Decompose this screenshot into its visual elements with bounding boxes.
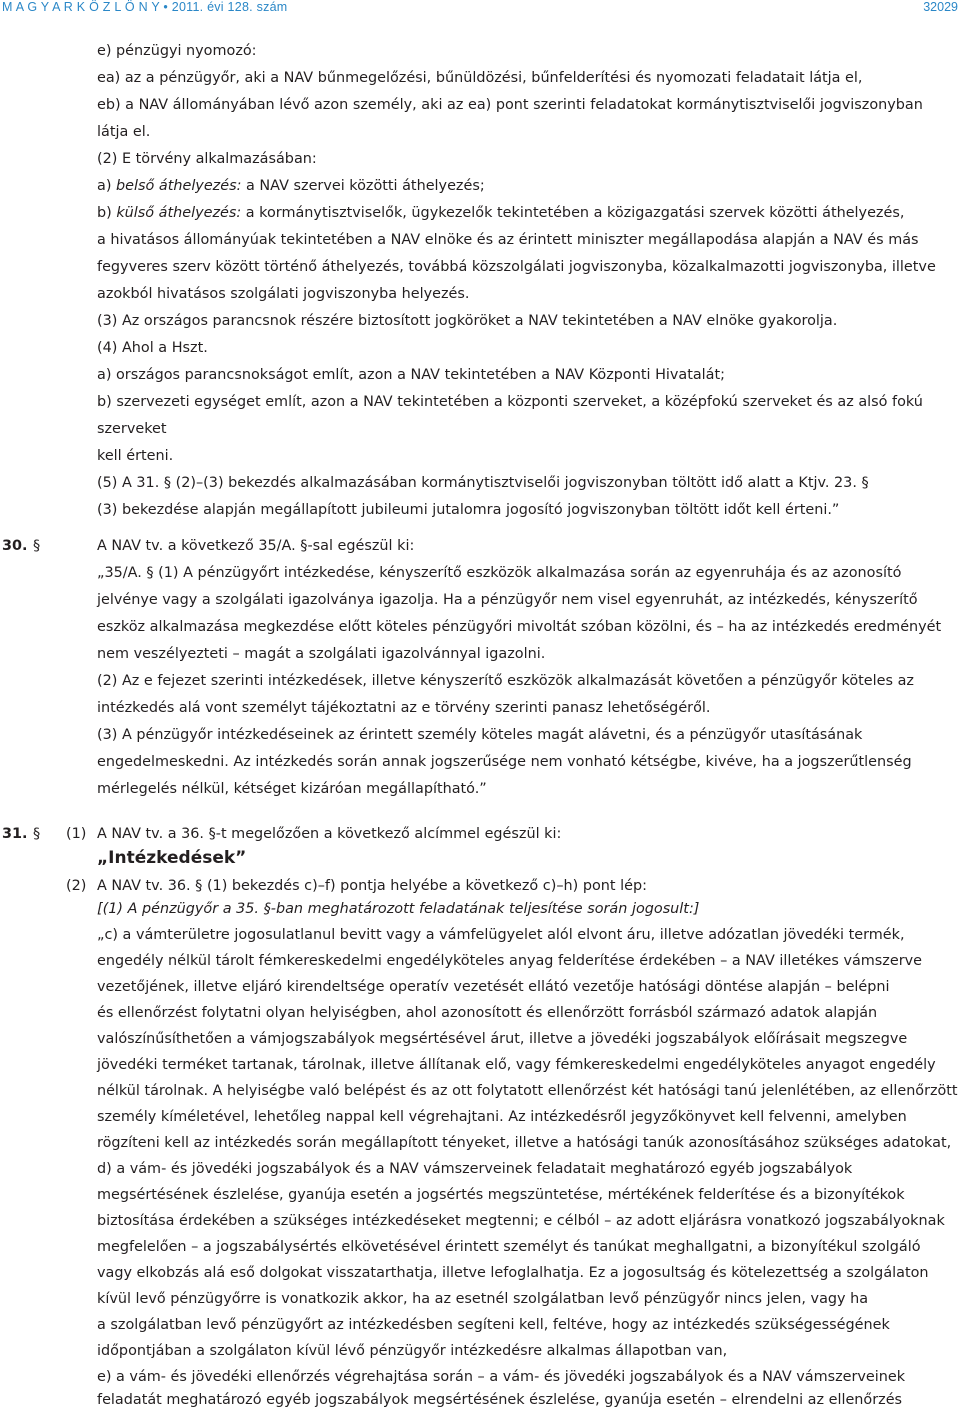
text-line: (3) A pénzügyőr intézkedéseinek az érintett személy köteles magát alávetni, és a pénzügyőr utasításának: [97, 727, 863, 743]
section-number: 30.: [2, 538, 28, 554]
text-line: e) pénzügyi nyomozó:: [97, 43, 257, 59]
text-line: látja el.: [97, 124, 151, 140]
text-span: a NAV szervei közötti áthelyezés;: [241, 178, 485, 194]
text-line: engedély nélkül tárolt fémkereskedelmi engedélyköteles anyag felderítése érdekében – a NAV illetékes vámszerve: [97, 953, 922, 969]
defined-term: belső áthelyezés:: [116, 178, 242, 194]
text-line: A NAV tv. 36. § (1) bekezdés c)–f) pontja helyébe a következő c)–h) pont lép:: [97, 878, 647, 894]
paragraph-number: (1): [66, 826, 87, 842]
page-header: [0, 0, 960, 18]
text-span: b): [97, 205, 117, 221]
text-line: vagy elkobzás alá eső dolgokat visszatarthatja, illetve lefoglalhatja. Ez a jogosultság és kötelezettség a szolgálaton: [97, 1265, 929, 1281]
text-line: biztosítása érdekében a szükséges intézkedéseket megtenni; e célból – az adott eljárásra vonatkozó jogszabályoknak: [97, 1213, 945, 1229]
text-line: kell érteni.: [97, 448, 174, 464]
text-line: azokból hivatásos szolgálati jogviszonyba helyezés.: [97, 286, 470, 302]
section-number: 31.: [2, 826, 28, 842]
text-line: A NAV tv. a következő 35/A. §-sal egészül ki:: [97, 538, 415, 554]
defined-term: külső áthelyezés:: [116, 205, 242, 221]
text-line: nem veszélyezteti – magát a szolgálati igazolvánnyal igazolni.: [97, 646, 546, 662]
text-line: időpontjában a szolgálaton kívül lévő pénzügyőr intézkedésre alkalmas állapotban van,: [97, 1343, 728, 1359]
text-line: jövedéki terméket tartanak, tárolnak, illetve állítanak elő, vagy fémkereskedelmi engedélyköteles anyagot engedély: [97, 1057, 936, 1073]
paragraph-number: (2): [66, 878, 87, 894]
text-line: b) szervezeti egységet említ, azon a NAV tekintetében a központi szerveket, a középfokú szerveket és az alsó fokú: [97, 394, 923, 410]
text-line: feladatát meghatározó egyéb jogszabályok megsértésének észlelése, gyanúja esetén – elrendelni az ellenőrzés: [97, 1392, 903, 1408]
page-number: 32029: [923, 0, 958, 14]
text-span: a kormánytisztviselők, ügykezelők tekintetében a közigazgatási szervek közötti áthelyezés,: [241, 205, 905, 221]
section-sign: §: [33, 826, 41, 842]
text-span: a): [97, 178, 117, 194]
text-line: kívül levő pénzügyőrre is vonatkozik akkor, ha az esetnél szolgálatban levő pénzügyőr nincs jelen, vagy ha: [97, 1291, 869, 1307]
text-line: (5) A 31. § (2)–(3) bekezdés alkalmazásában kormánytisztviselői jogviszonyban töltött idő alatt a Ktjv. 23. §: [97, 475, 869, 491]
text-line: (2) E törvény alkalmazásában:: [97, 151, 317, 167]
text-line: megfelelően – a jogszabálysértés elkövetésével érintett személyt és tanúkat meghallgatni, a bizonyítékul szolgáló: [97, 1239, 921, 1255]
text-line: [97, 204, 904, 222]
text-line: személy kíméletével, lehetőleg nappal kell végrehajtani. Az intézkedésről jegyzőkönyvet kell felvenni, amelyben: [97, 1109, 907, 1125]
text-line: intézkedés alá vont személyt tájékoztatni az e törvény szerinti panasz lehetőségéről.: [97, 700, 711, 716]
text-line: jelvénye vagy a szolgálati igazolványa igazolja. Ha a pénzügyőr nem visel egyenruhát, az intézkedés, kényszerítő: [97, 592, 918, 608]
text-line: szerveket: [97, 421, 167, 437]
text-line: [97, 177, 485, 195]
text-line: engedelmeskedni. Az intézkedés során annak jogszerűsége nem vonható kétségbe, kivéve, ha a jogszerűtlenség: [97, 754, 912, 770]
text-line: megsértésének észlelése, gyanúja esetén a jogsértés megszüntetése, mértékének felderítése és a bizonyítékok: [97, 1187, 905, 1203]
text-line: „35/A. § (1) A pénzügyőrt intézkedése, kényszerítő eszközök alkalmazása során az egyenruhája és az azonosító: [97, 565, 902, 581]
text-line: [(1) A pénzügyőr a 35. §-ban meghatározott feladatának teljesítése során jogosult:]: [97, 901, 700, 917]
text-line: (2) Az e fejezet szerinti intézkedések, illetve kényszerítő eszközök alkalmazását követően a pénzügyőr köteles az: [97, 673, 914, 689]
text-line: eb) a NAV állományában lévő azon személy, aki az ea) pont szerinti feladatokat kormánytisztviselői jogviszonyban: [97, 97, 923, 113]
text-line: mérlegelés nélkül, kétséget kizáróan megállapítható.”: [97, 781, 487, 797]
text-line: nélkül tárolnak. A helyiségbe való belépést és az ott folytatott ellenőrzést két hatósági tanú jelenlétében, az ellenőrzött: [97, 1083, 958, 1099]
text-line: d) a vám- és jövedéki jogszabályok és a NAV vámszerveinek feladatait meghatározó egyéb jogszabályok: [97, 1161, 853, 1177]
text-line: vezetőjének, illetve eljáró kirendeltsége operatív vezetését ellátó vezetője hatósági döntése alapján – belépni: [97, 979, 890, 995]
text-line: (4) Ahol a Hszt.: [97, 340, 208, 356]
text-line: és ellenőrzést folytatni olyan helyiségben, ahol azonosított és ellenőrzött forrásból származó adatok alapján: [97, 1005, 878, 1021]
text-line: a szolgálatban levő pénzügyőrt az intézkedésben segíteni kell, feltéve, hogy az intézkedés szükségességének: [97, 1317, 890, 1333]
text-line: (3) bekezdése alapján megállapított jubileumi jutalomra jogosító jogviszonyban töltött időt kell érteni.”: [97, 502, 840, 518]
text-line: a hivatásos állományúak tekintetében a NAV elnöke és az érintett miniszter megállapodása alapján a NAV és más: [97, 232, 919, 248]
subtitle-heading: „Intézkedések”: [97, 848, 247, 868]
text-line: e) a vám- és jövedéki ellenőrzés végrehajtása során – a vám- és jövedéki jogszabályok és a NAV vámszerveinek: [97, 1369, 906, 1385]
text-line: ea) az a pénzügyőr, aki a NAV bűnmegelőzési, bűnüldözési, bűnfelderítési és nyomozati feladatait látja el,: [97, 70, 863, 86]
text-line: valószínűsíthetően a vámjogszabályok megsértésével árut, illetve a jövedéki jogszabályok előírásait megszegve: [97, 1031, 908, 1047]
journal-title: M A G Y A R K Ö Z L Ö N Y • 2011. évi 128. szám: [2, 0, 288, 14]
text-line: „c) a vámterületre jogosulatlanul bevitt vagy a vámfelügyelet alól elvont áru, illetve adózatlan jövedéki termék,: [97, 927, 905, 943]
text-line: rögzíteni kell az intézkedés során megállapított tényeket, illetve a hatósági tanúk azonosításához szükséges adatokat,: [97, 1135, 952, 1151]
text-line: eszköz alkalmazása megkezdése előtt köteles pénzügyőri mivoltát szóban közölni, és – ha az intézkedés eredményét: [97, 619, 942, 635]
text-line: a) országos parancsnokságot említ, azon a NAV tekintetében a NAV Központi Hivatalát;: [97, 367, 725, 383]
section-sign: §: [33, 538, 41, 554]
text-line: fegyveres szerv között történő áthelyezés, továbbá közszolgálati jogviszonyba, közalkalmazotti jogviszonyba, illetve: [97, 259, 936, 275]
text-line: (3) Az országos parancsnok részére biztosított jogköröket a NAV tekintetében a NAV elnöke gyakorolja.: [97, 313, 838, 329]
text-line: A NAV tv. a 36. §-t megelőzően a következő alcímmel egészül ki:: [97, 826, 562, 842]
